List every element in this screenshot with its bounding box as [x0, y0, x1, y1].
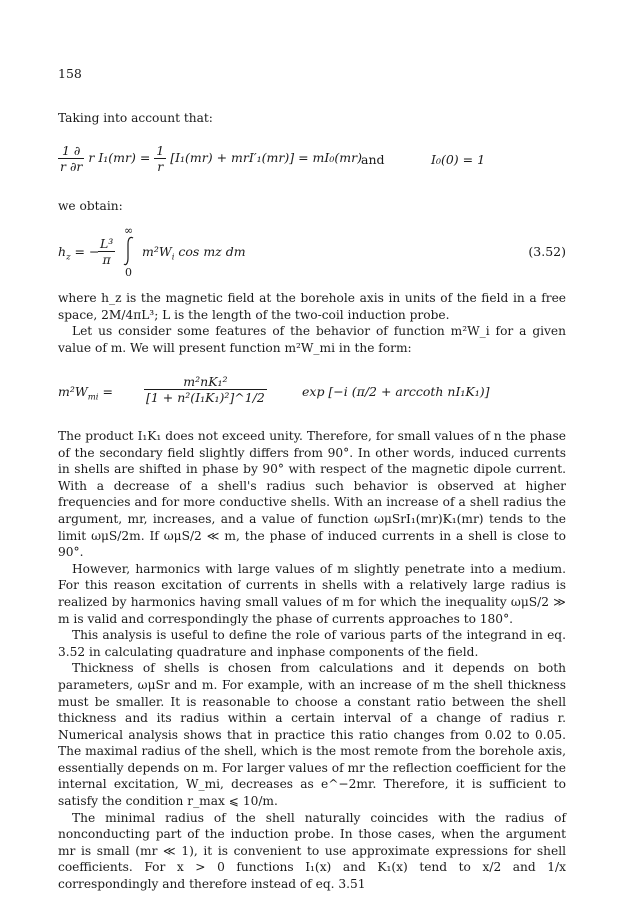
eq2-lhs: h — [58, 244, 67, 259]
eq1-mid-denominator: r — [157, 159, 164, 174]
equation-bessel-identity — [58, 143, 566, 183]
eq3-lhs: m²W — [58, 384, 88, 399]
consider-text: Let us consider some features of the behavior of function m²W_i for a given value of m. We will present function m²W_mi in the form: — [58, 324, 566, 355]
eq1-and: and — [361, 152, 385, 167]
eq2-number: (3.52) — [528, 244, 566, 259]
eq2-fraction-den: π — [102, 252, 111, 267]
eq1-mid-tail: [I₁(mr) + mrI′₁(mr)] = mI₀(mr) — [170, 150, 362, 165]
eq2-fraction-num: L³ — [100, 236, 114, 251]
eq1-right: I₀(0) = 1 — [431, 152, 486, 167]
integral-sign-icon — [122, 236, 136, 269]
paragraph-5: The minimal radius of the shell naturally coincides with the radius of nonconducting part of the induction probe. In those cases, when the argument mr is small (mr ≪ 1), it is convenient to use approximate expressions for shell coefficients. For x > 0 functions I₁(x) and K₁(x) tend to x/2 and 1/x correspondingly and therefore instead of eq. 3.51 — [58, 810, 566, 892]
body-paragraphs — [58, 428, 566, 893]
eq2-equals: = − — [70, 244, 100, 259]
eq2-lower-limit: 0 — [125, 266, 132, 279]
eq1-lhs-numerator: 1 ∂ — [58, 143, 84, 159]
eq1-lhs-denominator: r ∂r — [60, 159, 83, 174]
paragraph-2: However, harmonics with large values of m slightly penetrate into a medium. For this reason excitation of currents in shells with a relatively large radius is realized by harmonics having small values of m for which the inequality ωμS/2 ≫ m is valid and correspondingly the phase of currents approaches to 180°. — [58, 561, 566, 626]
eq2-integrand: m²W — [142, 244, 172, 259]
eq3-equals: = — [98, 384, 113, 399]
eq3-fraction — [144, 374, 267, 405]
equation-m2wmi — [58, 374, 566, 414]
eq1-mid-numerator: 1 — [156, 143, 165, 158]
eq1-lhs-tail: r I₁(mr) = — [88, 150, 151, 165]
paragraph-1: The product I₁K₁ does not exceed unity. Therefore, for small values of n the phase of the secondary field slightly differs from 90°. In other words, induced currents in shells are shifted in phase by 90° with respect of the magnetic dipole current. With a decrease of a shell's radius such behavior is observed at higher frequencies and for more conductive shells. With an increase of a shell radius the argument, mr, increases, and a value of function ωμSrI₁(mr)K₁(mr) tends to the limit ωμS/2m. If ωμS/2 ≪ m, the phase of induced currents in a shell is close to 90°. — [58, 429, 566, 560]
obtain-paragraph — [58, 198, 566, 215]
eq1-mid-fraction — [154, 143, 166, 174]
eq1-lhs-fraction — [58, 143, 84, 174]
eq3-tail: exp [−i (π/2 + arccoth nI₁K₁)] — [302, 384, 490, 399]
eq2-lhs-sub: z — [66, 252, 71, 263]
intro-text: Taking into account that: — [58, 111, 213, 125]
where-text: where h_z is the magnetic field at the borehole axis in units of the field in a free space, 2M/4πL³; L is the length of the two-coil induction probe. — [58, 291, 566, 322]
equation-3-52 — [58, 226, 566, 278]
eq3-numerator: m²nK₁² — [144, 374, 267, 390]
eq2-upper-limit: ∞ — [124, 224, 134, 237]
paragraph-3: This analysis is useful to define the role of various parts of the integrand in eq. 3.52 in calculating quadrature and inphase components of the field. — [58, 628, 566, 659]
obtain-text: we obtain: — [58, 199, 123, 213]
intro-paragraph — [58, 110, 566, 127]
paragraph-4: Thickness of shells is chosen from calculations and it depends on both parameters, ωμSr and m. For example, with an increase of m the shell thickness must be smaller. It is reasonable to choose a constant ratio between the shell thickness and its radius within a certain interval of a change of radius r. Numerical analysis shows that in practice this ratio changes from 0.02 to 0.05. The maximal radius of the shell, which is the most remote from the borehole axis, essentially depends on m. For larger values of mr the reflection coefficient for the internal excitation, W_mi, decreases as e^−2mr. Therefore, it is sufficient to satisfy the condition r_max ⩽ 10/m. — [58, 661, 566, 809]
where-paragraph — [58, 290, 566, 356]
eq2-integrand-tail: cos mz dm — [174, 244, 246, 259]
eq3-lhs-sub: mi — [87, 392, 99, 403]
eq2-integrand-sub: i — [171, 252, 175, 263]
eq2-fraction — [98, 236, 115, 267]
eq3-denominator: [1 + n²(I₁K₁)²]^1/2 — [146, 390, 265, 405]
page-number: 158 — [58, 66, 82, 81]
